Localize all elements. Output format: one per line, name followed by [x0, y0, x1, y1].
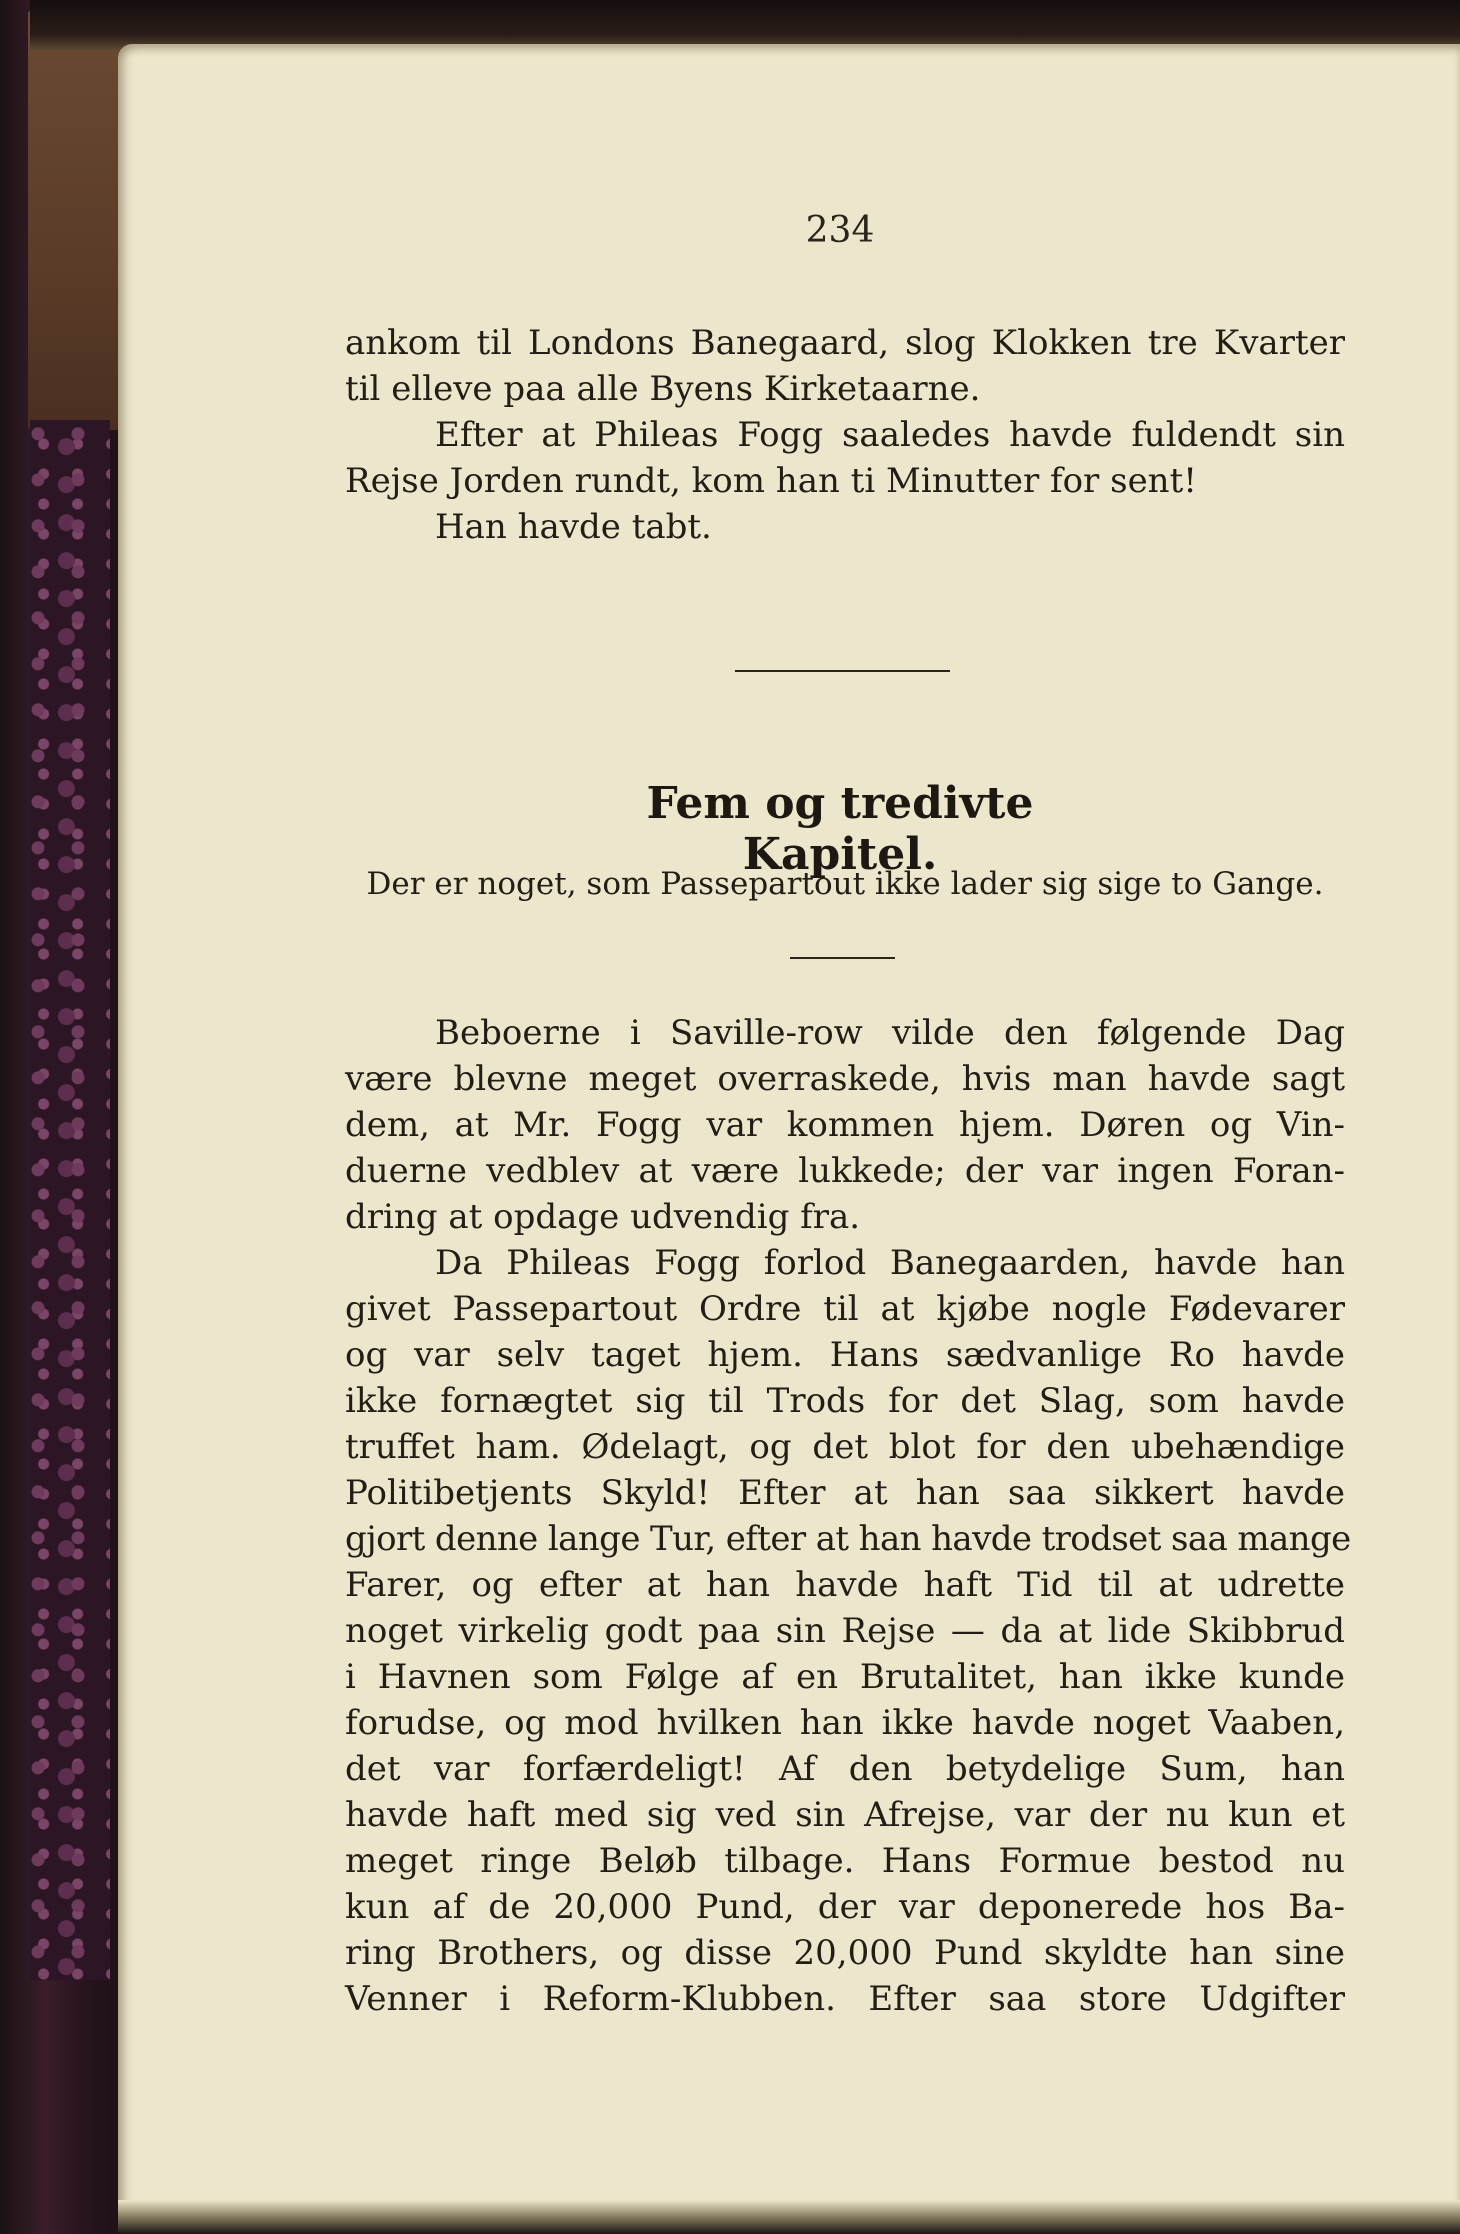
body-text-block — [345, 1010, 1351, 2022]
book-binding — [0, 0, 130, 2234]
text-line: noget virkelig godt paa sin Rejse — da at lide Skibbrud — [345, 1611, 1345, 1651]
text-line: dring at opdage udvendig fra. — [345, 1197, 861, 1237]
text-line: være blevne meget overraskede, hvis man havde sagt — [345, 1059, 1345, 1099]
chapter-title: Fem og tredivte Kapitel. — [646, 778, 1034, 880]
section-divider — [735, 670, 950, 672]
text-line: duerne vedblev at være lukkede; der var ingen Foran- — [345, 1151, 1345, 1191]
text-line: Da Phileas Fogg forlod Banegaarden, havde han — [435, 1243, 1345, 1283]
binding-leather-corner — [28, 10, 128, 430]
page-top-edge — [30, 0, 1460, 50]
chapter-subtitle: Der er noget, som Passepartout ikke lader sig sige to Gange. — [366, 866, 1324, 902]
text-line: Farer, og efter at han havde haft Tid til at udrette — [345, 1565, 1345, 1605]
chapter-divider — [790, 957, 895, 959]
text-line: i Havnen som Følge af en Brutalitet, han ikke kunde — [345, 1657, 1345, 1697]
text-line: ikke fornægtet sig til Trods for det Slag, som havde — [345, 1381, 1345, 1421]
page-bottom-edge — [118, 2200, 1460, 2234]
text-line: Efter at Phileas Fogg saaledes havde fuldendt sin — [435, 415, 1345, 455]
text-line: ankom til Londons Banegaard, slog Klokken tre Kvarter — [345, 323, 1345, 363]
text-line: truffet ham. Ødelagt, og det blot for den ubehændige — [345, 1427, 1345, 1467]
text-line: Han havde tabt. — [435, 507, 712, 547]
text-line: det var forfærdeligt! Af den betydelige Sum, han — [345, 1749, 1345, 1789]
binding-marbled-cover — [30, 420, 110, 1980]
text-line: Politibetjents Skyld! Efter at han saa sikkert havde — [345, 1473, 1345, 1513]
text-line: ring Brothers, og disse 20,000 Pund skyldte han sine — [345, 1933, 1345, 1973]
top-text-block — [345, 320, 1345, 550]
text-line: og var selv taget hjem. Hans sædvanlige Ro havde — [345, 1335, 1345, 1375]
text-line: til elleve paa alle Byens Kirketaarne. — [345, 369, 981, 409]
text-line: forudse, og mod hvilken han ikke havde noget Vaaben, — [345, 1703, 1345, 1743]
page-number: 234 — [805, 210, 875, 251]
text-line: Rejse Jorden rundt, kom han ti Minutter for sent! — [345, 461, 1197, 501]
text-line: havde haft med sig ved sin Afrejse, var der nu kun et — [345, 1795, 1345, 1835]
text-line: kun af de 20,000 Pund, der var deponerede hos Ba- — [345, 1887, 1345, 1927]
text-line: gjort denne lange Tur, efter at han havde trodset saa mange — [345, 1519, 1351, 1559]
text-line: meget ringe Beløb tilbage. Hans Formue bestod nu — [345, 1841, 1345, 1881]
text-line: Venner i Reform-Klubben. Efter saa store Udgifter — [345, 1979, 1345, 2019]
text-line: Beboerne i Saville-row vilde den følgende Dag — [435, 1013, 1345, 1053]
text-line: givet Passepartout Ordre til at kjøbe nogle Fødevarer — [345, 1289, 1345, 1329]
text-line: dem, at Mr. Fogg var kommen hjem. Døren og Vin- — [345, 1105, 1345, 1145]
